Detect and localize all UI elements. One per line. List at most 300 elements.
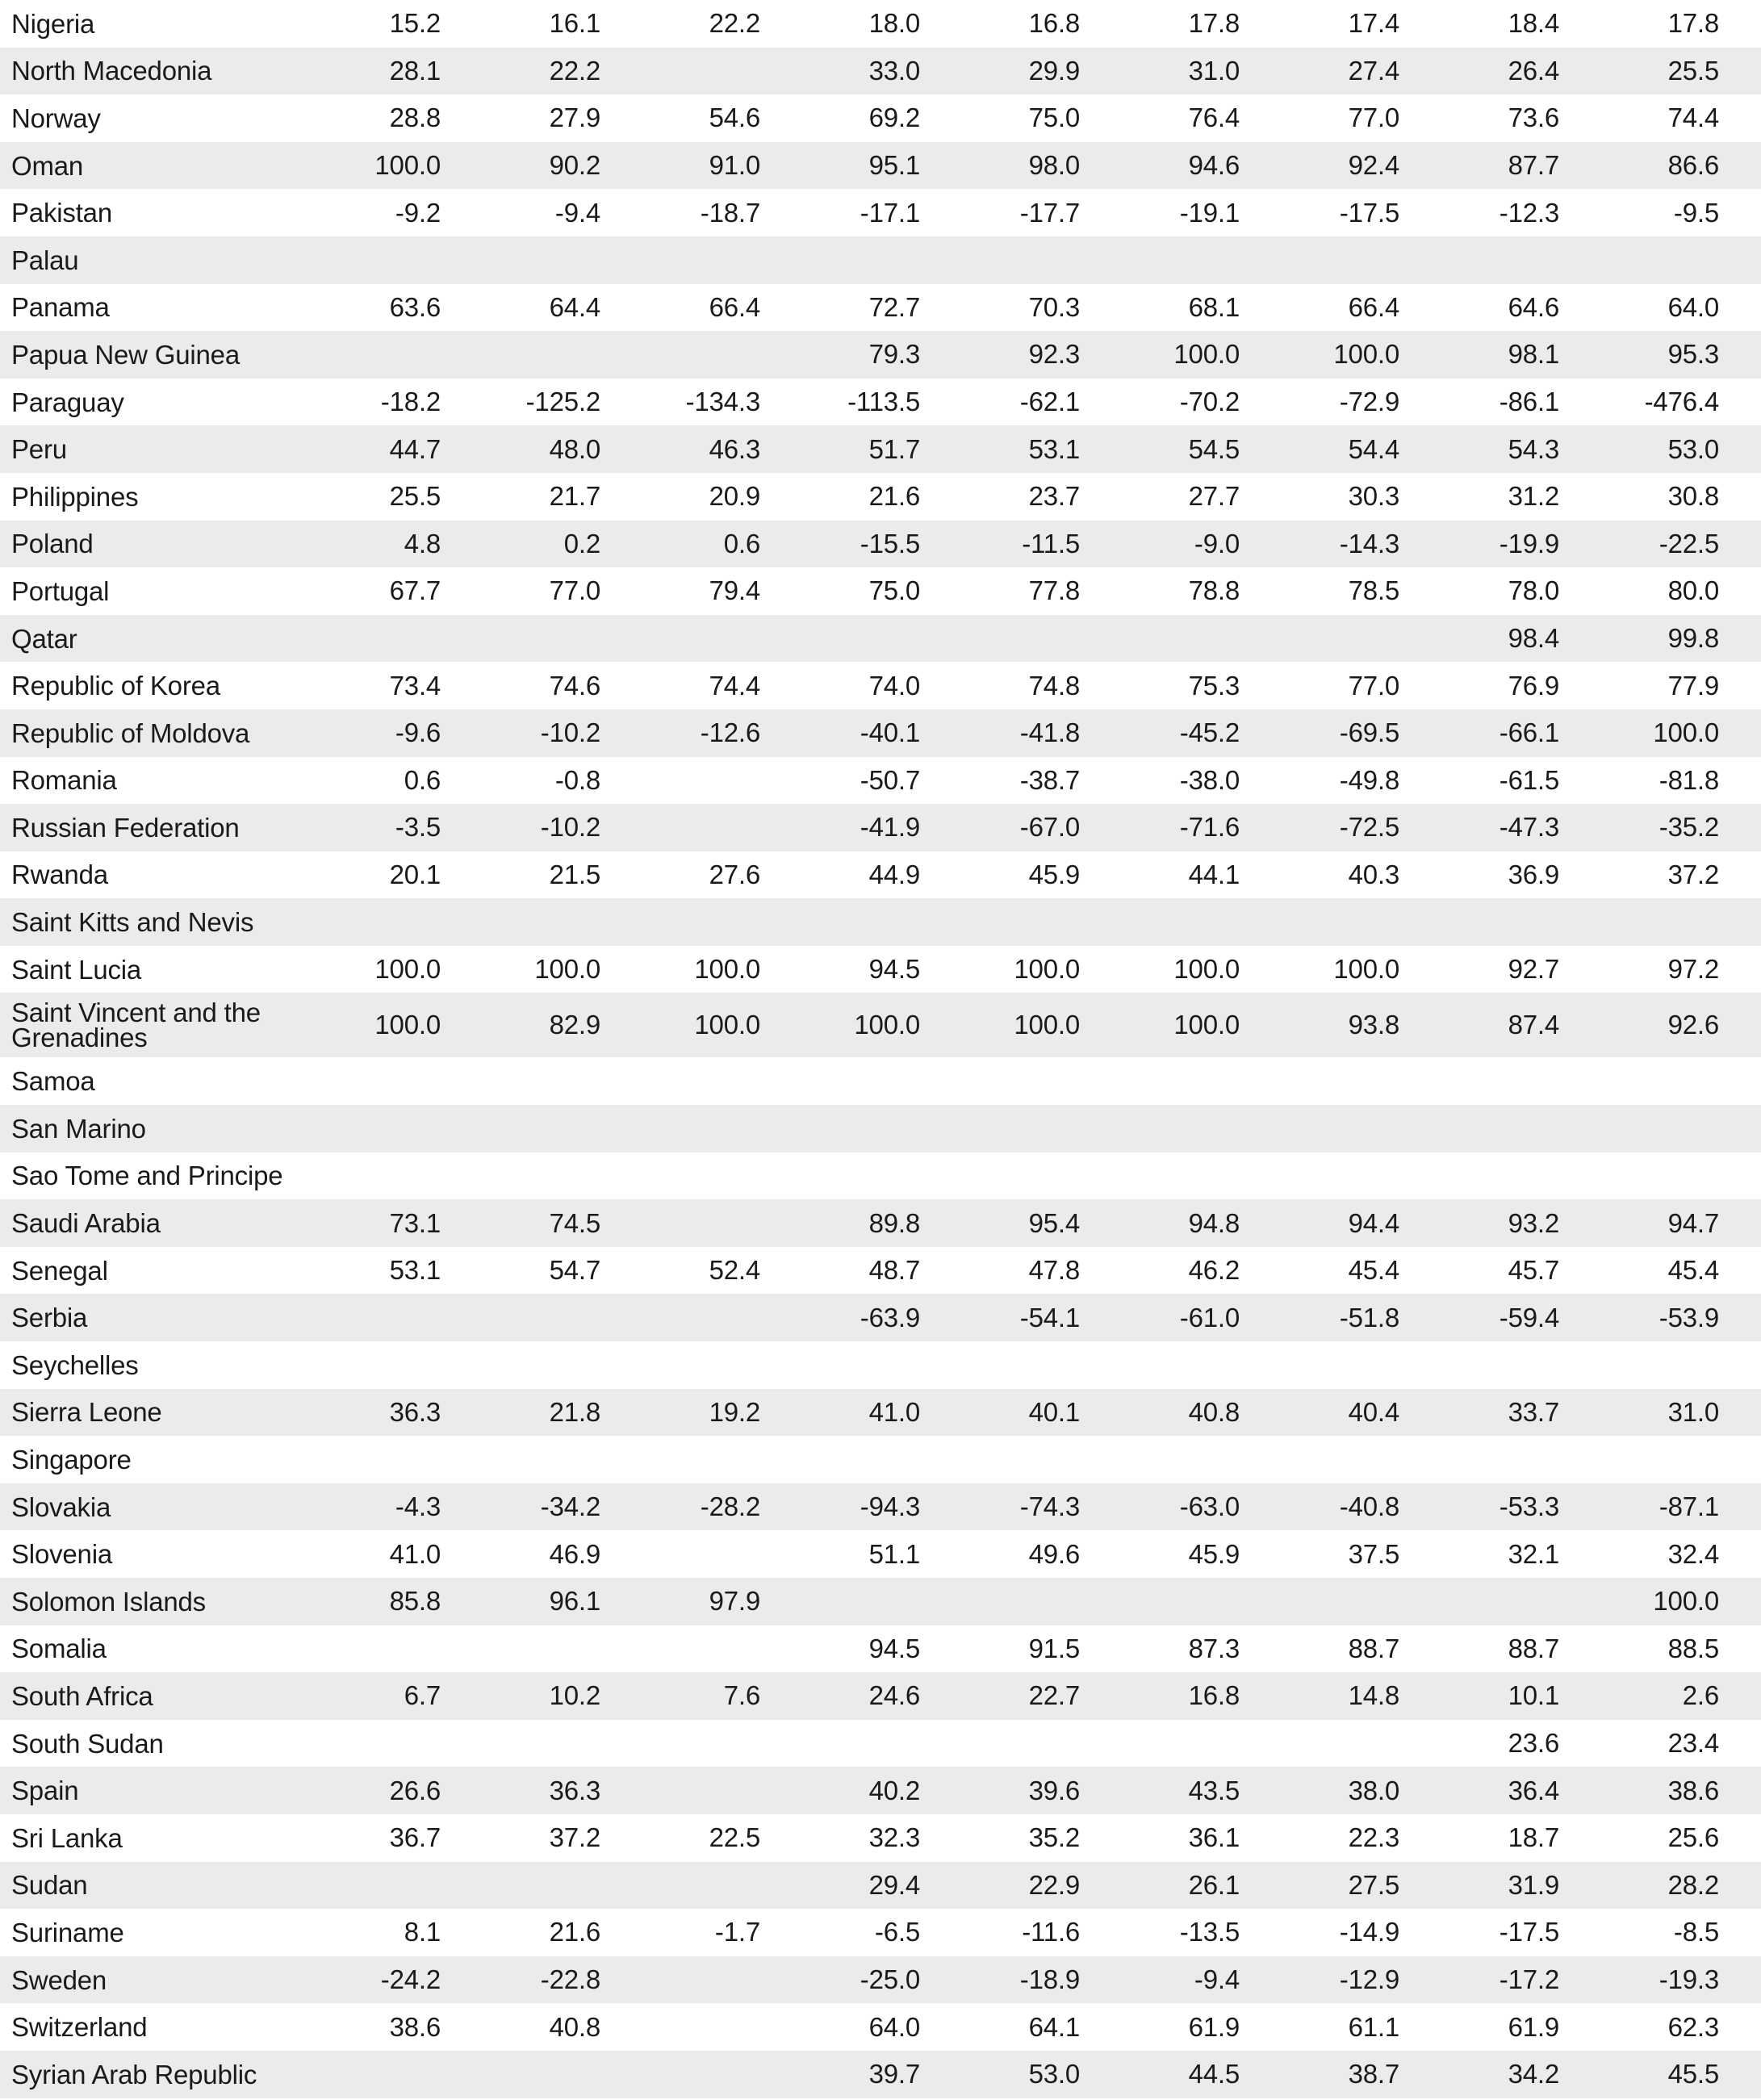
value-cell: 99.8 xyxy=(1667,623,1719,654)
value-cell xyxy=(1122,1152,1282,1200)
country-name-cell: Russian Federation xyxy=(11,812,240,843)
value-cell: 40.4 xyxy=(1348,1396,1399,1427)
value-cell: 53.0 xyxy=(1667,433,1719,464)
table-row xyxy=(0,48,1761,95)
value-cell xyxy=(642,2003,802,2051)
value-cell: 88.5 xyxy=(1667,1633,1719,1663)
table-row xyxy=(0,284,1761,332)
value-cell xyxy=(802,1720,962,1767)
value-cell: 100.0 xyxy=(1173,954,1240,985)
value-cell xyxy=(1122,1105,1282,1152)
value-cell xyxy=(962,236,1122,284)
value-cell: 48.7 xyxy=(868,1255,920,1286)
value-cell xyxy=(1601,236,1761,284)
country-name-cell: Syrian Arab Republic xyxy=(11,2059,257,2090)
value-cell: 27.5 xyxy=(1348,1869,1399,1900)
value-cell: 46.2 xyxy=(1188,1255,1240,1286)
value-cell xyxy=(323,1105,483,1152)
value-cell: -9.2 xyxy=(395,197,441,228)
table-row xyxy=(0,142,1761,190)
table-row xyxy=(0,1814,1761,1862)
value-cell xyxy=(483,1862,642,1910)
value-cell: 100.0 xyxy=(1333,954,1399,985)
value-cell: 92.3 xyxy=(1028,339,1080,370)
value-cell: 39.7 xyxy=(868,2059,920,2090)
value-cell xyxy=(962,1578,1122,1625)
value-cell: 40.8 xyxy=(549,2011,600,2042)
value-cell: -12.3 xyxy=(1499,197,1559,228)
value-cell xyxy=(802,1436,962,1483)
table-row xyxy=(0,1247,1761,1295)
value-cell: 32.3 xyxy=(868,1822,920,1853)
value-cell: 77.0 xyxy=(1348,670,1399,701)
table-row xyxy=(0,1341,1761,1389)
value-cell: 21.7 xyxy=(549,481,600,512)
value-cell: -9.6 xyxy=(395,717,441,748)
value-cell: -476.4 xyxy=(1644,387,1719,417)
value-cell: 26.1 xyxy=(1188,1869,1240,1900)
value-cell xyxy=(802,615,962,663)
value-cell: 100.0 xyxy=(1653,717,1719,748)
value-cell: 28.2 xyxy=(1667,1869,1719,1900)
value-cell: 40.1 xyxy=(1028,1396,1080,1427)
value-cell: 20.9 xyxy=(709,481,760,512)
country-name-cell: Somalia xyxy=(11,1634,107,1664)
value-cell xyxy=(323,1152,483,1200)
value-cell xyxy=(642,804,802,851)
value-cell: 44.1 xyxy=(1188,859,1240,889)
table-row xyxy=(0,521,1761,568)
value-cell: 40.3 xyxy=(1348,859,1399,889)
value-cell: 92.7 xyxy=(1508,954,1559,985)
value-cell: 22.7 xyxy=(1028,1680,1080,1711)
country-name-cell: San Marino xyxy=(11,1113,146,1144)
value-cell: 97.2 xyxy=(1667,954,1719,985)
value-cell: 32.1 xyxy=(1508,1538,1559,1569)
table-row xyxy=(0,331,1761,379)
value-cell: -11.5 xyxy=(1022,528,1080,558)
value-cell xyxy=(802,898,962,946)
value-cell: 36.9 xyxy=(1508,859,1559,889)
value-cell: 27.6 xyxy=(709,859,760,889)
value-cell: 78.5 xyxy=(1348,575,1399,606)
value-cell: 98.0 xyxy=(1028,150,1080,181)
value-cell: 23.7 xyxy=(1028,481,1080,512)
value-cell xyxy=(1601,1105,1761,1152)
value-cell xyxy=(1441,1341,1601,1389)
value-cell: -69.5 xyxy=(1339,717,1399,748)
value-cell: 85.8 xyxy=(389,1586,441,1617)
value-cell xyxy=(962,1057,1122,1105)
value-cell: 54.6 xyxy=(709,102,760,133)
value-cell xyxy=(642,236,802,284)
value-cell: 100.0 xyxy=(374,150,441,181)
value-cell: -87.1 xyxy=(1659,1491,1719,1522)
table-row xyxy=(0,567,1761,615)
value-cell xyxy=(1601,1436,1761,1483)
country-name-cell: Rwanda xyxy=(11,860,108,890)
value-cell: 26.4 xyxy=(1508,55,1559,86)
value-cell: 4.8 xyxy=(404,528,441,558)
value-cell xyxy=(642,898,802,946)
value-cell xyxy=(323,331,483,379)
value-cell: 78.0 xyxy=(1508,575,1559,606)
value-cell: 48.0 xyxy=(549,433,600,464)
table-row xyxy=(0,0,1761,48)
table-row xyxy=(0,1483,1761,1531)
value-cell: -12.6 xyxy=(700,717,760,748)
country-name-cell: Switzerland xyxy=(11,2012,148,2043)
value-cell: 54.4 xyxy=(1348,433,1399,464)
value-cell: 87.4 xyxy=(1508,1010,1559,1040)
value-cell: 0.2 xyxy=(563,528,600,558)
value-cell xyxy=(323,1294,483,1341)
value-cell: 53.1 xyxy=(1028,433,1080,464)
table-row xyxy=(0,236,1761,284)
value-cell: 36.1 xyxy=(1188,1822,1240,1853)
value-cell: 43.5 xyxy=(1188,1775,1240,1805)
value-cell: 74.8 xyxy=(1028,670,1080,701)
table-row xyxy=(0,1105,1761,1152)
value-cell: 33.7 xyxy=(1508,1396,1559,1427)
value-cell xyxy=(483,615,642,663)
country-name-cell: Sierra Leone xyxy=(11,1397,162,1428)
value-cell: -17.1 xyxy=(860,197,920,228)
value-cell: 37.2 xyxy=(1667,859,1719,889)
value-cell: 18.4 xyxy=(1508,8,1559,39)
value-cell: 33.0 xyxy=(868,55,920,86)
value-cell: -14.9 xyxy=(1339,1917,1399,1947)
value-cell: 74.6 xyxy=(549,670,600,701)
table-row xyxy=(0,1152,1761,1200)
value-cell: 39.6 xyxy=(1028,1775,1080,1805)
value-cell: -8.5 xyxy=(1673,1917,1719,1947)
value-cell xyxy=(323,1341,483,1389)
value-cell: 76.9 xyxy=(1508,670,1559,701)
country-name-cell: Sweden xyxy=(11,1964,107,1995)
value-cell: 53.1 xyxy=(389,1255,441,1286)
value-cell xyxy=(483,2051,642,2098)
value-cell: -38.7 xyxy=(1019,764,1080,795)
table-row xyxy=(0,1909,1761,1956)
value-cell xyxy=(1441,1057,1601,1105)
value-cell: 77.0 xyxy=(549,575,600,606)
value-cell: 22.9 xyxy=(1028,1869,1080,1900)
value-cell: 64.1 xyxy=(1028,2011,1080,2042)
table-row xyxy=(0,379,1761,426)
value-cell: 67.7 xyxy=(389,575,441,606)
value-cell: -9.0 xyxy=(1194,528,1240,558)
value-cell: 95.1 xyxy=(868,150,920,181)
value-cell xyxy=(483,1436,642,1483)
value-cell: 36.4 xyxy=(1508,1775,1559,1805)
value-cell: 41.0 xyxy=(868,1396,920,1427)
value-cell xyxy=(323,1625,483,1673)
value-cell: -41.8 xyxy=(1019,717,1080,748)
value-cell: 94.7 xyxy=(1667,1207,1719,1238)
value-cell xyxy=(642,331,802,379)
value-cell xyxy=(323,1436,483,1483)
value-cell xyxy=(962,615,1122,663)
value-cell xyxy=(1282,1341,1441,1389)
value-cell xyxy=(1282,1720,1441,1767)
value-cell: -17.7 xyxy=(1019,197,1080,228)
value-cell: -13.5 xyxy=(1179,1917,1240,1947)
value-cell: 34.2 xyxy=(1508,2059,1559,2090)
value-cell: 47.8 xyxy=(1028,1255,1080,1286)
value-cell: -81.8 xyxy=(1659,764,1719,795)
value-cell: -17.2 xyxy=(1499,1964,1559,1995)
value-cell: 27.4 xyxy=(1348,55,1399,86)
value-cell: 75.0 xyxy=(1028,102,1080,133)
value-cell: 73.4 xyxy=(389,670,441,701)
value-cell xyxy=(642,1152,802,1200)
value-cell: 100.0 xyxy=(1014,954,1080,985)
value-cell: -70.2 xyxy=(1179,387,1240,417)
country-name-cell: Philippines xyxy=(11,481,139,512)
value-cell xyxy=(483,1294,642,1341)
value-cell: 74.5 xyxy=(549,1207,600,1238)
value-cell xyxy=(642,1862,802,1910)
value-cell xyxy=(802,1105,962,1152)
value-cell xyxy=(962,1341,1122,1389)
value-cell: -49.8 xyxy=(1339,764,1399,795)
value-cell: 40.8 xyxy=(1188,1396,1240,1427)
table-row xyxy=(0,1720,1761,1767)
value-cell: -51.8 xyxy=(1339,1302,1399,1332)
value-cell: 25.5 xyxy=(389,481,441,512)
value-cell: 22.2 xyxy=(709,8,760,39)
value-cell xyxy=(962,1105,1122,1152)
value-cell: -134.3 xyxy=(685,387,760,417)
value-cell: 72.7 xyxy=(868,291,920,322)
value-cell: 36.3 xyxy=(389,1396,441,1427)
table-row xyxy=(0,1625,1761,1673)
value-cell xyxy=(1282,1436,1441,1483)
value-cell: 91.0 xyxy=(709,150,760,181)
value-cell: 77.8 xyxy=(1028,575,1080,606)
value-cell xyxy=(1122,1436,1282,1483)
table-row xyxy=(0,1389,1761,1437)
value-cell xyxy=(642,1956,802,2004)
value-cell: 23.4 xyxy=(1667,1728,1719,1759)
value-cell: 87.3 xyxy=(1188,1633,1240,1663)
country-name-cell: Palau xyxy=(11,245,79,275)
value-cell: 16.8 xyxy=(1028,8,1080,39)
table-row xyxy=(0,1294,1761,1341)
value-cell xyxy=(802,1057,962,1105)
value-cell xyxy=(1122,236,1282,284)
value-cell: 100.0 xyxy=(374,1010,441,1040)
value-cell xyxy=(642,1530,802,1578)
value-cell: 64.0 xyxy=(868,2011,920,2042)
value-cell: -6.5 xyxy=(874,1917,920,1947)
value-cell: -9.4 xyxy=(554,197,600,228)
value-cell: 22.3 xyxy=(1348,1822,1399,1853)
country-name-cell: Romania xyxy=(11,765,117,796)
value-cell: -25.0 xyxy=(860,1964,920,1995)
value-cell: 36.7 xyxy=(389,1822,441,1853)
value-cell: 8.1 xyxy=(404,1917,441,1947)
value-cell: 32.4 xyxy=(1667,1538,1719,1569)
value-cell: 0.6 xyxy=(404,764,441,795)
table-row xyxy=(0,1956,1761,2004)
value-cell: 21.6 xyxy=(868,481,920,512)
value-cell: 22.5 xyxy=(709,1822,760,1853)
value-cell: 100.0 xyxy=(1653,1586,1719,1617)
value-cell: -24.2 xyxy=(380,1964,441,1995)
value-cell xyxy=(962,1720,1122,1767)
value-cell: 29.4 xyxy=(868,1869,920,1900)
value-cell: 19.2 xyxy=(709,1396,760,1427)
value-cell: -40.1 xyxy=(860,717,920,748)
value-cell: 69.2 xyxy=(868,102,920,133)
value-cell xyxy=(1282,236,1441,284)
value-cell: 45.9 xyxy=(1028,859,1080,889)
value-cell: 51.7 xyxy=(868,433,920,464)
value-cell: 61.9 xyxy=(1188,2011,1240,2042)
table-row xyxy=(0,2051,1761,2098)
value-cell: -10.2 xyxy=(540,717,600,748)
value-cell: 92.6 xyxy=(1667,1010,1719,1040)
country-name-cell: Sao Tome and Principe xyxy=(11,1161,283,1191)
value-cell: 21.6 xyxy=(549,1917,600,1947)
value-cell: 16.8 xyxy=(1188,1680,1240,1711)
value-cell: 15.2 xyxy=(389,8,441,39)
country-name-cell: Poland xyxy=(11,529,94,559)
value-cell: -54.1 xyxy=(1019,1302,1080,1332)
value-cell: 61.1 xyxy=(1348,2011,1399,2042)
value-cell: -10.2 xyxy=(540,812,600,843)
value-cell: 44.5 xyxy=(1188,2059,1240,2090)
value-cell: -66.1 xyxy=(1499,717,1559,748)
value-cell xyxy=(1282,1105,1441,1152)
value-cell: -14.3 xyxy=(1339,528,1399,558)
value-cell xyxy=(323,615,483,663)
country-name-cell: Spain xyxy=(11,1776,79,1806)
value-cell xyxy=(1122,615,1282,663)
value-cell: 46.3 xyxy=(709,433,760,464)
value-cell: 30.8 xyxy=(1667,481,1719,512)
value-cell: 89.8 xyxy=(868,1207,920,1238)
table-row xyxy=(0,1199,1761,1247)
table-row xyxy=(0,1578,1761,1625)
value-cell: 40.2 xyxy=(868,1775,920,1805)
value-cell xyxy=(1122,1341,1282,1389)
value-cell xyxy=(642,1625,802,1673)
value-cell: 100.0 xyxy=(1333,339,1399,370)
value-cell: -45.2 xyxy=(1179,717,1240,748)
value-cell xyxy=(642,1720,802,1767)
value-cell: 2.6 xyxy=(1682,1680,1719,1711)
country-name-cell: Oman xyxy=(11,150,84,181)
value-cell xyxy=(323,898,483,946)
value-cell xyxy=(1441,1105,1601,1152)
value-cell: 79.3 xyxy=(868,339,920,370)
table-row xyxy=(0,615,1761,663)
value-cell xyxy=(483,1341,642,1389)
value-cell xyxy=(1601,1152,1761,1200)
value-cell xyxy=(642,48,802,95)
country-name-cell: Nigeria xyxy=(11,8,95,39)
value-cell xyxy=(642,1436,802,1483)
value-cell xyxy=(323,236,483,284)
value-cell: 27.7 xyxy=(1188,481,1240,512)
value-cell: 87.7 xyxy=(1508,150,1559,181)
value-cell: -34.2 xyxy=(540,1491,600,1522)
country-name-cell: Qatar xyxy=(11,623,77,654)
value-cell xyxy=(1282,1578,1441,1625)
table-row xyxy=(0,425,1761,473)
value-cell: 7.6 xyxy=(723,1680,760,1711)
value-cell: -61.5 xyxy=(1499,764,1559,795)
table-row xyxy=(0,946,1761,994)
value-cell xyxy=(483,898,642,946)
value-cell: -50.7 xyxy=(860,764,920,795)
value-cell: 61.9 xyxy=(1508,2011,1559,2042)
value-cell xyxy=(1441,1578,1601,1625)
table-row xyxy=(0,898,1761,946)
value-cell: 37.2 xyxy=(549,1822,600,1853)
country-name-cell: Peru xyxy=(11,434,67,465)
value-cell: 98.4 xyxy=(1508,623,1559,654)
value-cell: -9.4 xyxy=(1194,1964,1240,1995)
value-cell: 18.0 xyxy=(868,8,920,39)
country-name-cell: Serbia xyxy=(11,1303,88,1333)
value-cell: 53.0 xyxy=(1028,2059,1080,2090)
value-cell: 21.8 xyxy=(549,1396,600,1427)
value-cell: 45.9 xyxy=(1188,1538,1240,1569)
value-cell: 74.0 xyxy=(868,670,920,701)
value-cell: 38.0 xyxy=(1348,1775,1399,1805)
value-cell: 88.7 xyxy=(1348,1633,1399,1663)
value-cell: -72.9 xyxy=(1339,387,1399,417)
value-cell: -17.5 xyxy=(1339,197,1399,228)
value-cell: 31.2 xyxy=(1508,481,1559,512)
country-name-cell: Singapore xyxy=(11,1445,132,1475)
value-cell xyxy=(1282,898,1441,946)
value-cell: -40.8 xyxy=(1339,1491,1399,1522)
value-cell: 24.6 xyxy=(868,1680,920,1711)
value-cell xyxy=(323,1720,483,1767)
table-row xyxy=(0,2003,1761,2051)
value-cell: 20.1 xyxy=(389,859,441,889)
value-cell: 82.9 xyxy=(549,1010,600,1040)
value-cell xyxy=(1441,1436,1601,1483)
value-cell: -94.3 xyxy=(860,1491,920,1522)
value-cell: 51.1 xyxy=(868,1538,920,1569)
value-cell: -63.9 xyxy=(860,1302,920,1332)
value-cell: 27.9 xyxy=(549,102,600,133)
value-cell: 80.0 xyxy=(1667,575,1719,606)
country-name-cell: Senegal xyxy=(11,1255,108,1286)
value-cell xyxy=(1122,1057,1282,1105)
value-cell xyxy=(1122,1578,1282,1625)
value-cell: -19.9 xyxy=(1499,528,1559,558)
value-cell xyxy=(642,1105,802,1152)
value-cell: 54.5 xyxy=(1188,433,1240,464)
value-cell xyxy=(483,1152,642,1200)
value-cell xyxy=(1282,1152,1441,1200)
country-name-cell: Samoa xyxy=(11,1066,95,1097)
value-cell: -1.7 xyxy=(714,1917,760,1947)
value-cell: 100.0 xyxy=(534,954,600,985)
country-name-cell: Sudan xyxy=(11,1870,88,1901)
value-cell xyxy=(1441,236,1601,284)
table-row xyxy=(0,993,1761,1057)
value-cell: 100.0 xyxy=(854,1010,920,1040)
value-cell: 17.4 xyxy=(1348,8,1399,39)
